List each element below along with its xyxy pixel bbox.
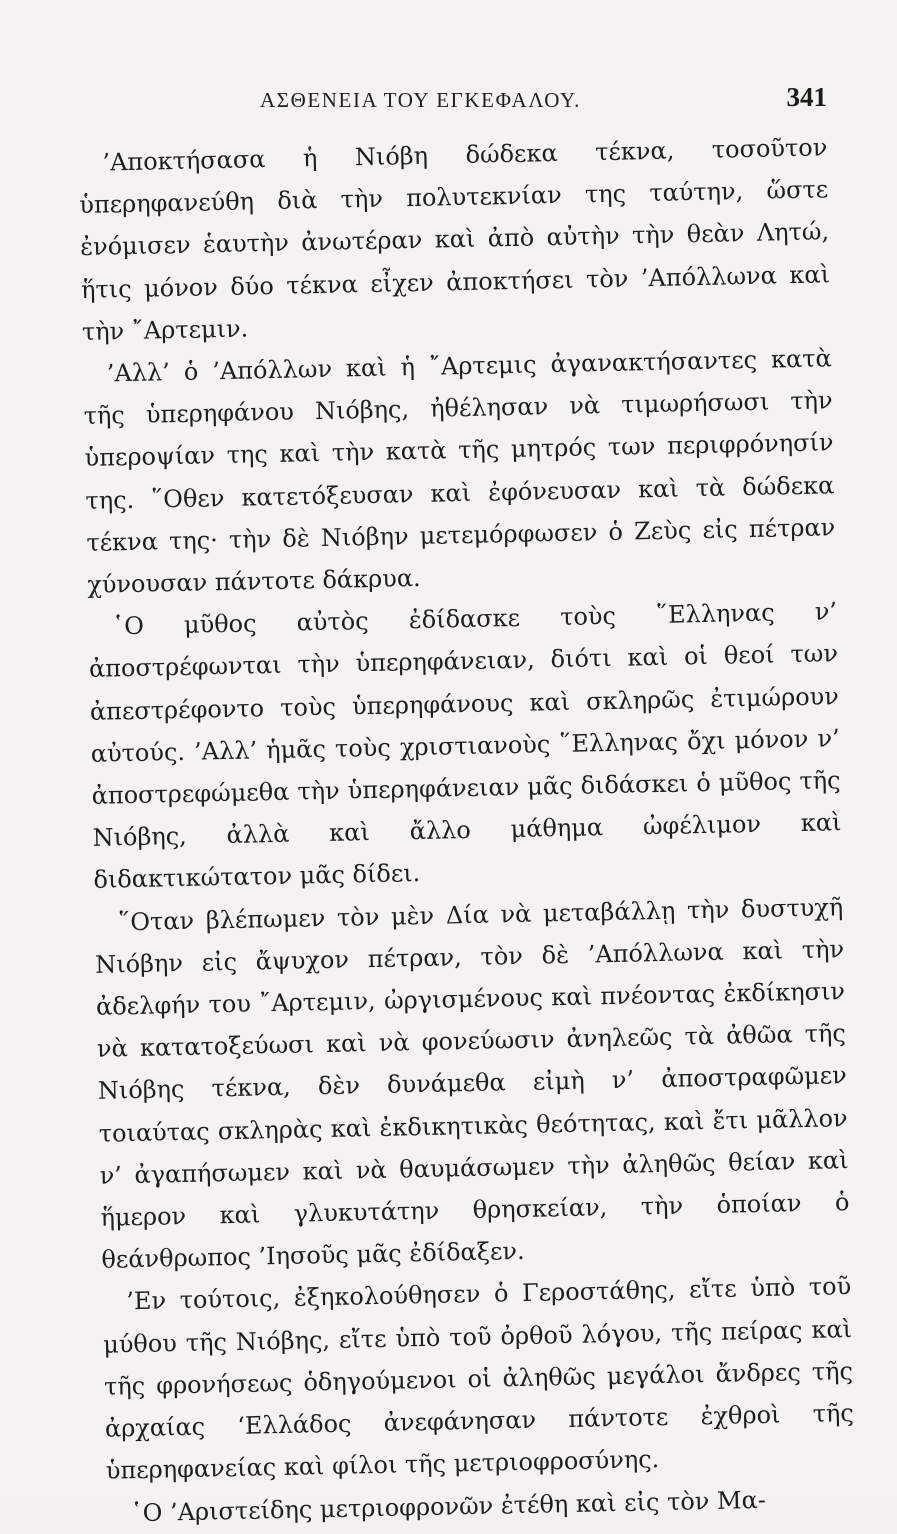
- paragraph: ῞Οταν βλέπωμεν τὸν μὲν Δία νὰ μεταβάλλῃ τὴν δυστυχῆ Νιόβην εἰς ἄψυχον πέτραν, τὸν δὲ ’Απόλλωνα καὶ τὴν ἀδελφήν του ῎Αρτεμιν, ὠργισμένους καὶ πνέοντας ἐκδίκησιν νὰ κατατοξεύωσι καὶ νὰ φονεύωσιν ἀνηλεῶς τὰ ἀθῶα τῆς Νιόβης τέκνα, δὲν δυνάμεθα εἰμὴ ν’ ἀποστραφῶμεν τοιαύτας σκληρὰς καὶ ἐκδικητικὰς θεότητας, καὶ ἔτι μᾶλλον ν’ ἀγαπήσωμεν καὶ νὰ θαυμάσωμεν τὴν ἀληθῶς θείαν καὶ ἥμερον καὶ γλυκυτάτην θρησκείαν, τὴν ὁποίαν ὁ θεάνθρωπος ’Ιησοῦς μᾶς ἐδίδαξεν.: [94, 892, 850, 1275]
- paragraph: ῾Ο ’Αριστείδης μετριοφρονῶν ἐτέθη καὶ εἰς τὸν Μα-: [130, 1485, 767, 1527]
- page-header: [78, 78, 827, 118]
- page-number: 341: [786, 82, 827, 112]
- paragraph: ’Εν τούτοις, ἐξηκολούθησεν ὁ Γεροστάθης, εἴτε ὑπὸ τοῦ μύθου τῆς Νιόβης, εἴτε ὑπὸ τοῦ ὀρθοῦ λόγου, τῆς πείρας καὶ τῆς φρονήσεως ὁδηγούμενοι οἱ ἀληθῶς μεγάλοι ἄνδρες τῆς ἀρχαίας ‘Ελλάδος ἀνεφάνησαν πάντοτε ἐχθροὶ τῆς ὑπερηφανείας καὶ φίλοι τῆς μετριοφροσύνης.: [102, 1272, 855, 1486]
- paragraph: ’Αλλ’ ὁ ’Απόλλων καὶ ἡ ῎Αρτεμις ἀγανακτήσαντες κατὰ τῆς ὑπερηφάνου Νιόβης, ἠθέλησαν νὰ τιμωρήσωσι τὴν ὑπεροψίαν της καὶ τὴν κατὰ τῆς μητρός των περιφρόνησίν της. ῞Οθεν κατετόξευσαν καὶ ἐφόνευσαν καὶ τὰ δώδεκα τέκνα της· τὴν δὲ Νιόβην μετεμόρφωσεν ὁ Ζεὺς εἰς πέτραν χύνουσαν πάντοτε δάκρυα.: [83, 344, 836, 599]
- body-text: [78, 126, 856, 1534]
- running-title: ΑΣΘΕΝΕΙΑ ΤΟΥ ΕΓΚΕΦΑΛΟΥ.: [260, 88, 582, 112]
- paragraph: ῾Ο μῦθος αὐτὸς ἐδίδασκε τοὺς ῞Ελληνας ν’ ἀποστρέφωνται τὴν ὑπερηφάνειαν, διότι καὶ οἱ θεοί των ἀπεστρέφοντο τοὺς ὑπερηφάνους καὶ σκληρῶς ἐτιμώρουν αὐτούς. ’Αλλ’ ἡμᾶς τοὺς χριστιανοὺς ῞Ελληνας ὄχι μόνον ν’ ἀποστρεφώμεθα τὴν ὑπερηφάνειαν μᾶς διδάσκει ὁ μῦθος τῆς Νιόβης, ἀλλὰ καὶ ἄλλο μάθημα ὠφέλιμον καὶ διδακτικώτατον μᾶς δίδει.: [88, 597, 842, 895]
- paragraph: ’Αποκτήσασα ἡ Νιόβη δώδεκα τέκνα, τοσοῦτον ὑπερηφανεύθη διὰ τὴν πολυτεκνίαν της ταύτην, ὥστε ἐνόμισεν ἑαυτὴν ἀνωτέραν καὶ ἀπὸ αὐτὴν τὴν θεὰν Λητώ, ἥτις μόνον δύο τέκνα εἶχεν ἀποκτήσει τὸν ’Απόλλωνα καὶ τὴν ῎Αρτεμιν.: [79, 133, 831, 346]
